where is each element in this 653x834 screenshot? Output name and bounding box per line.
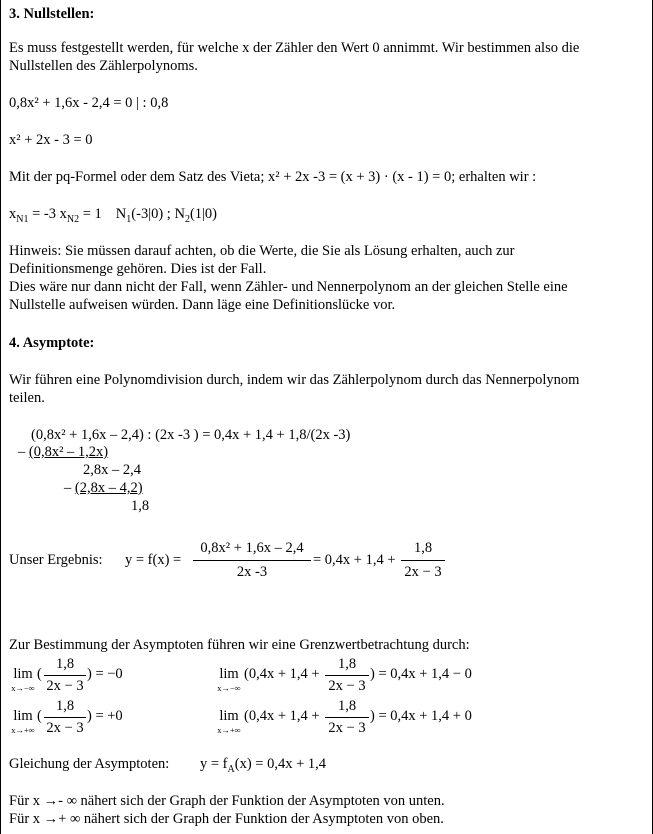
pq-formula-line: Mit der pq-Formel oder dem Satz des Vieta; x² + 2x -3 = (x + 3) · (x - 1) = 0; erhalten wir : [9,169,537,185]
limit2-pre: (0,4x + 1,4 + [244,666,320,682]
hint-line3: Dies wäre nur dann nicht der Fall, wenn Zähler- und Nennerpolynom an der gleichen Stelle eine [9,279,568,295]
division-line4: – (2,8x – 4,2) [64,480,143,496]
limit4-numerator: 1,8 [337,698,357,714]
result-lhs: y = f(x) = [125,552,182,568]
hint-line2: Definitionsmenge gehören. Dies ist der Fall. [9,261,267,277]
limit1-operator: lim x→−∞ [11,666,35,693]
limit1-pre: ( [37,666,42,682]
limit1-post: ) = −0 [87,666,123,682]
limit4-denominator: 2x − 3 [328,720,366,736]
limit3-denominator: 2x − 3 [46,720,84,736]
division-line2: – (0,8x² – 1,2x) [18,444,109,460]
equation-1: 0,8x² + 1,6x - 2,4 = 0 | : 0,8 [9,95,169,111]
division-remainder: 1,8 [131,498,150,514]
asymptote-equation: $y = f_A(x) = 0,4x + 1,4$ [200,756,327,775]
limit3-numerator: 1,8 [55,698,75,714]
limit2-operator: lim x→−∞ [217,666,241,693]
limit1-denominator: 2x − 3 [46,678,84,694]
limits-intro: Zur Bestimmung der Asymptoten führen wir eine Grenzwertbetrachtung durch: [9,637,470,653]
result-label: Unser Ergebnis: [9,552,103,568]
result-fraction-bar [193,560,311,561]
division-line3: 2,8x – 2,4 [83,462,141,478]
limit1-bar [44,675,86,676]
section4-intro-line1: Wir führen eine Polynomdivision durch, indem wir das Zählerpolynom durch das Nennerpolynom [9,372,580,388]
behavior-line1: Für x →- ∞ nähert sich der Graph der Funktion der Asymptoten von unten. [9,793,445,809]
result-denominator: 2x -3 [236,564,268,580]
result-denominator2: 2x − 3 [404,564,442,580]
roots-line: $x_{N1} = -3$ $x_{N2} = 1$ $N_1(-3|0)$ ; $N_2(1|0)$ [9,206,217,225]
behavior-line2: Für x →+ ∞ nähert sich der Graph der Funktion der Asymptoten von oben. [9,811,444,827]
section3-intro-line1: Es muss festgestellt werden, für welche x der Zähler den Wert 0 annimmt. Wir bestimmen also die [9,40,580,56]
limit2-denominator: 2x − 3 [328,678,366,694]
section4-heading: 4. Asymptote: [9,335,95,351]
limit4-pre: (0,4x + 1,4 + [244,708,320,724]
section3-intro-line2: Nullstellen des Zählerpolynoms. [9,58,198,74]
result-numerator: 0,8x² + 1,6x – 2,4 [200,540,304,556]
section4-intro-line2: teilen. [9,390,45,406]
limit2-bar [325,675,369,676]
result-fraction-bar2 [401,560,445,561]
limit4-operator: lim x→+∞ [217,708,241,735]
limit1-numerator: 1,8 [55,656,75,672]
limit3-post: ) = +0 [87,708,123,724]
result-numerator2: 1,8 [413,540,433,556]
limit3-bar [44,717,86,718]
hint-line4: Nullstelle aufweisen würden. Dann läge eine Definitionslücke vor. [9,297,396,313]
limit4-post: ) = 0,4x + 1,4 + 0 [370,708,472,724]
section3-heading: 3. Nullstellen: [9,6,95,22]
limit2-post: ) = 0,4x + 1,4 − 0 [370,666,472,682]
limit2-numerator: 1,8 [337,656,357,672]
division-line1: (0,8x² + 1,6x – 2,4) : (2x -3 ) = 0,4x + 1,4 + 1,8/(2x -3) [31,427,351,443]
asymptote-label: Gleichung der Asymptoten: [9,756,170,772]
limit3-operator: lim x→+∞ [11,708,35,735]
hint-line1: Hinweis: Sie müssen darauf achten, ob die Werte, die Sie als Lösung erhalten, auch zur [9,243,515,259]
equation-2: x² + 2x - 3 = 0 [9,132,93,148]
result-middle: = 0,4x + 1,4 + [313,552,396,568]
limit3-pre: ( [37,708,42,724]
limit4-bar [325,717,369,718]
